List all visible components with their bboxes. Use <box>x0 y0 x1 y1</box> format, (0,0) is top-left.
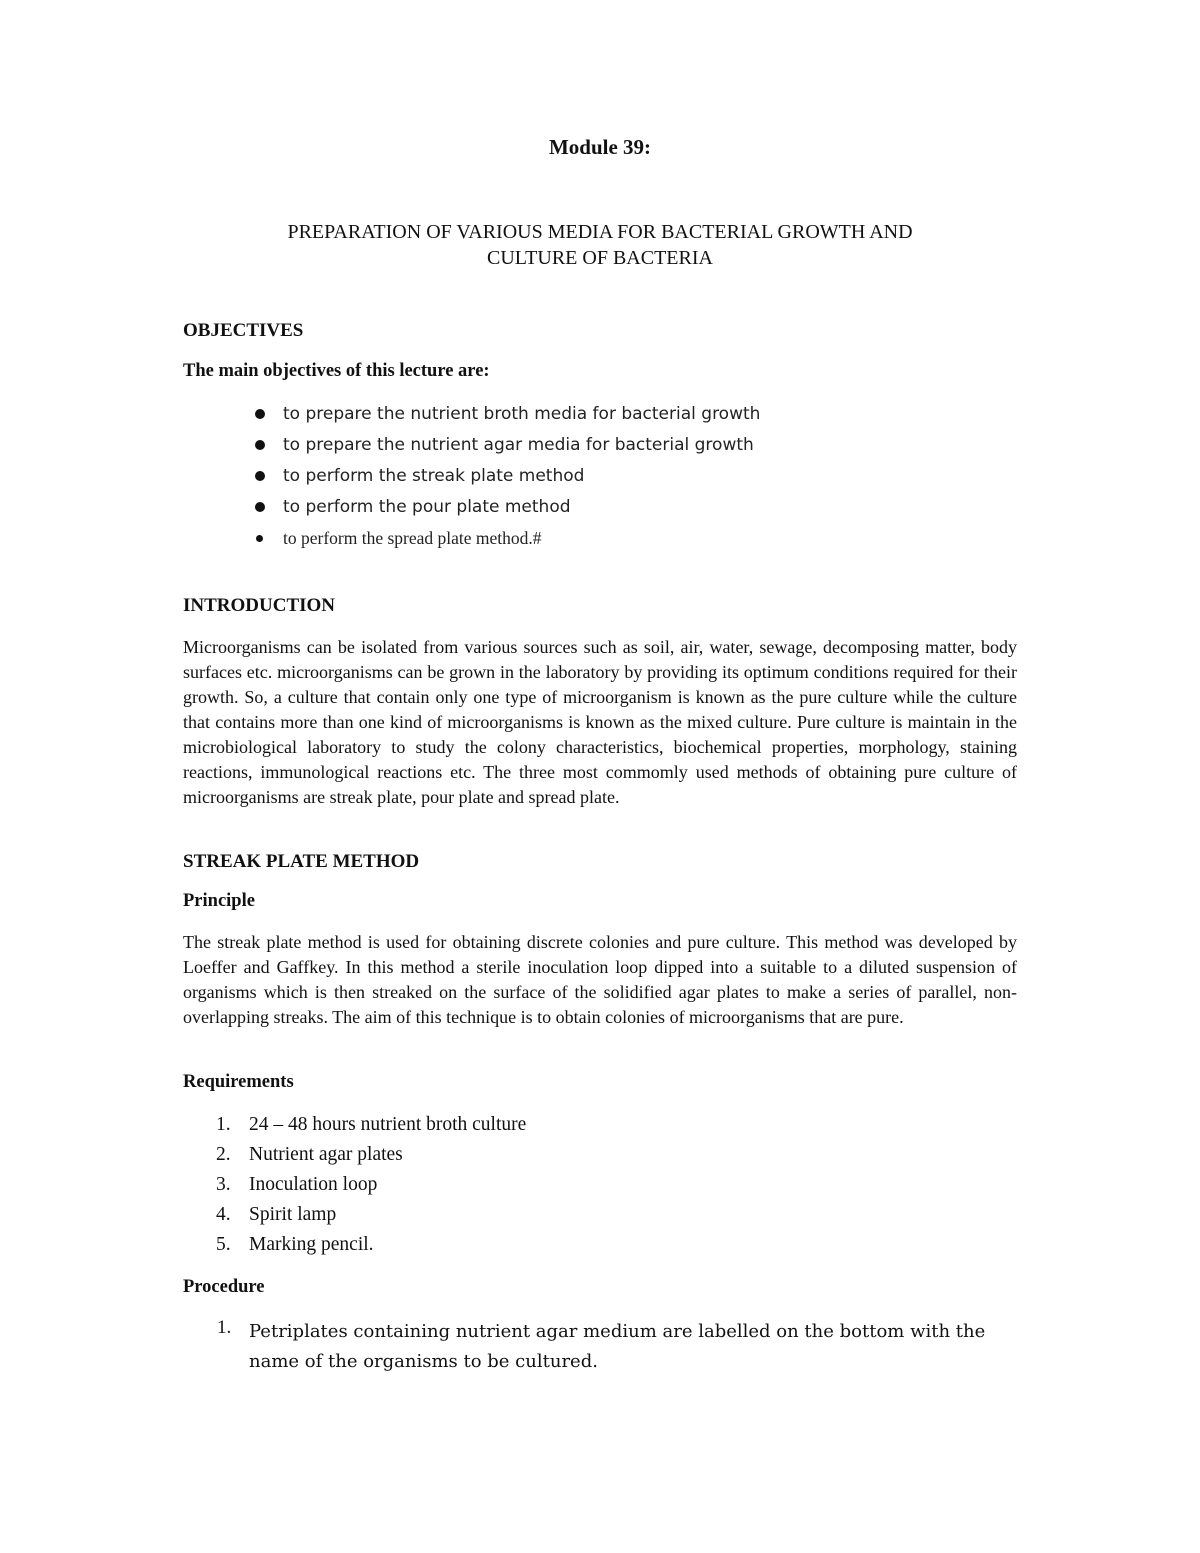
list-item: 1. 24 – 48 hours nutrient broth culture <box>216 1114 527 1135</box>
title-line-1: PREPARATION OF VARIOUS MEDIA FOR BACTERIAL GROWTH AND <box>287 221 913 243</box>
bullet-icon <box>255 440 265 450</box>
list-item: to prepare the nutrient broth media for bacterial growth <box>283 401 760 432</box>
requirements-list <box>216 1112 527 1262</box>
list-item: to prepare the nutrient agar media for bacterial growth <box>283 432 760 463</box>
title-line-2: CULTURE OF BACTERIA <box>487 247 713 269</box>
procedure-step-text: Petriplates containing nutrient agar medium are labelled on the bottom with the name of the organisms to be cultured. <box>249 1321 986 1372</box>
list-item: to perform the streak plate method <box>283 463 760 494</box>
page-title <box>0 219 1200 271</box>
bullet-icon <box>255 502 265 512</box>
introduction-text: Microorganisms can be isolated from various sources such as soil, air, water, sewage, decomposing matter, body surfaces etc. microorganisms can be grown in the laboratory by providing its optimum conditions required for their growth. So, a culture that contain only one type of microorganism is known as the pure culture while the culture that contains more than one kind of microorganisms is known as the mixed culture. Pure culture is maintain in the microbiological laboratory to study the colony characteristics, biochemical properties, morphology, staining reactions, immunological reactions etc. The three most commomly used methods of obtaining pure culture of microorganisms are streak plate, pour plate and spread plate. <box>183 637 1017 807</box>
objectives-lead: The main objectives of this lecture are: <box>183 361 490 381</box>
bullet-icon <box>255 471 265 481</box>
list-item: to perform the spread plate method.# <box>283 525 760 556</box>
streak-heading: STREAK PLATE METHOD <box>183 851 420 872</box>
list-item: 5. Marking pencil. <box>216 1234 374 1255</box>
module-title: Module 39: <box>548 135 652 159</box>
requirements-heading: Requirements <box>183 1072 294 1092</box>
bullet-icon <box>255 409 265 419</box>
procedure-heading: Procedure <box>183 1277 265 1297</box>
principle-heading: Principle <box>183 891 255 911</box>
objectives-list <box>283 401 760 556</box>
list-item: 4. Spirit lamp <box>216 1204 337 1225</box>
list-item: to perform the pour plate method <box>283 494 760 525</box>
bullet-icon <box>256 535 263 542</box>
list-item: 3. Inoculation loop <box>216 1174 378 1195</box>
objectives-heading: OBJECTIVES <box>183 320 304 341</box>
introduction-heading: INTRODUCTION <box>183 595 336 616</box>
procedure-step-number: 1. <box>217 1317 232 1338</box>
principle-text: The streak plate method is used for obtaining discrete colonies and pure culture. This method was developed by Loeffer and Gaffkey. In this method a sterile inoculation loop dipped into a suitable to a diluted suspension of organisms which is then streaked on the surface of the solidified agar plates to make a series of parallel, non-overlapping streaks. The aim of this technique is to obtain colonies of microorganisms that are pure. <box>183 932 1017 1027</box>
list-item: 2. Nutrient agar plates <box>216 1144 403 1165</box>
